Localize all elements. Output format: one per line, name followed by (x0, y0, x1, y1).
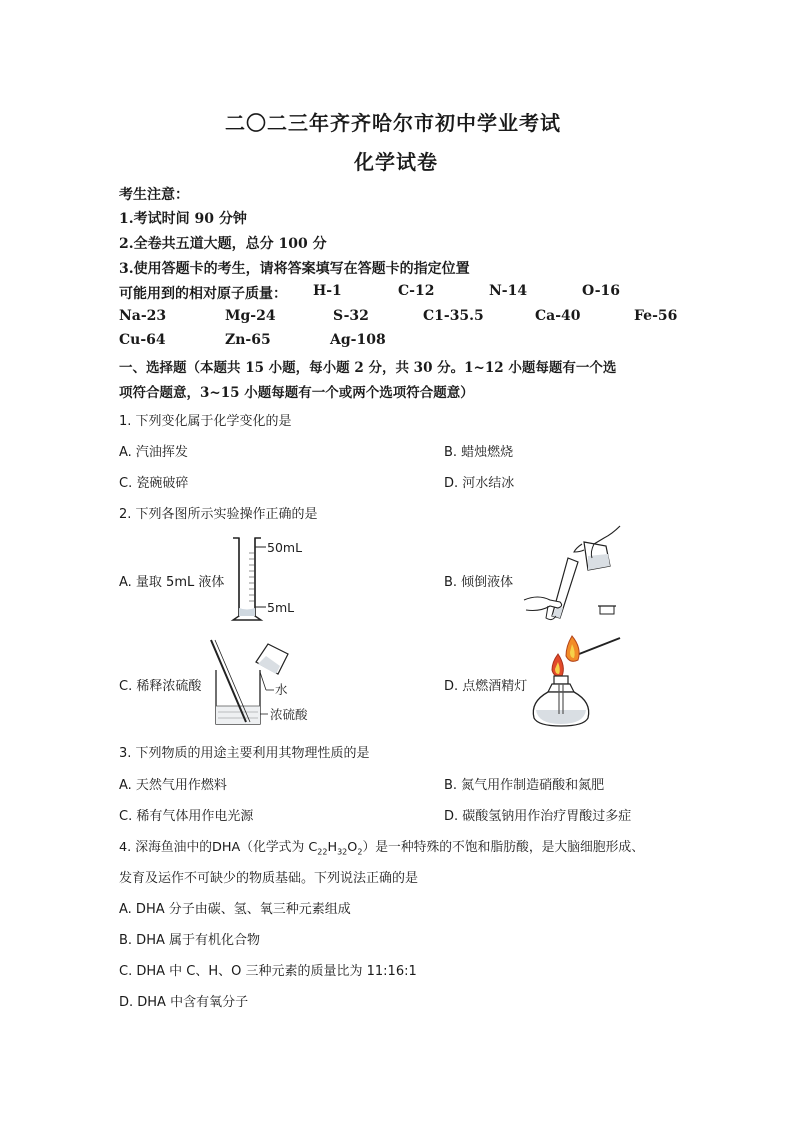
stem-text: ）是一种特殊的不饱和脂肪酸，是大脑细胞形成、 (362, 840, 644, 855)
stem-text: H (327, 840, 338, 855)
atomic-mass-value: Ag-108 (330, 332, 386, 348)
section-heading: 项符合题意，3~15 小题每题有一个或两个选项符合题意） (119, 385, 474, 401)
option-b: B. DHA 属于有机化合物 (119, 933, 260, 948)
alcohol-lamp-figure (528, 632, 640, 730)
page-subtitle: 化学试卷 (354, 150, 438, 174)
option-d: D. 点燃酒精灯 (444, 679, 528, 694)
option-b: B. 蜡烛燃烧 (444, 445, 514, 460)
notice-item: 1.考试时间 90 分钟 (119, 211, 247, 227)
atomic-mass-value: N-14 (489, 283, 528, 299)
atomic-mass-label: 可能用到的相对原子质量： (119, 286, 287, 302)
atomic-mass-value: Zn-65 (225, 332, 271, 348)
atomic-mass-value: Ca-40 (535, 308, 581, 324)
option-c: C. 瓷碗破碎 (119, 476, 189, 491)
option-a: A. 天然气用作燃料 (119, 778, 227, 793)
subscript: 22 (317, 847, 328, 857)
atomic-mass-value: S-32 (333, 308, 369, 324)
option-c: C. 稀释浓硫酸 (119, 679, 202, 694)
water-label: 水 (275, 682, 288, 697)
atomic-mass-value: Fe-56 (634, 308, 678, 324)
acid-label: 浓硫酸 (270, 707, 308, 722)
subscript: 2 (357, 847, 363, 857)
question-stem: 3. 下列物质的用途主要利用其物理性质的是 (119, 746, 370, 761)
option-d: D. 碳酸氢钠用作治疗胃酸过多症 (444, 809, 632, 824)
page-title: 二〇二三年齐齐哈尔市初中学业考试 (225, 111, 561, 135)
atomic-mass-value: Mg-24 (225, 308, 276, 324)
pouring-liquid-figure (520, 522, 630, 630)
question-stem: 1. 下列变化属于化学变化的是 (119, 414, 292, 429)
atomic-mass-value: H-1 (313, 283, 342, 299)
graduated-cylinder-figure (228, 532, 308, 624)
option-c: C. DHA 中 C、H、O 三种元素的质量比为 11:16:1 (119, 964, 417, 979)
atomic-mass-value: Na-23 (119, 308, 167, 324)
option-d: D. DHA 中含有氧分子 (119, 995, 249, 1010)
atomic-mass-value: C1-35.5 (423, 308, 484, 324)
option-a: A. DHA 分子由碳、氢、氧三种元素组成 (119, 902, 351, 917)
atomic-mass-value: Cu-64 (119, 332, 166, 348)
subscript: 32 (337, 847, 348, 857)
diluting-acid-figure (208, 636, 348, 728)
option-d: D. 河水结冰 (444, 476, 515, 491)
option-a: A. 汽油挥发 (119, 445, 188, 460)
atomic-mass-value: C-12 (398, 283, 435, 299)
option-b: B. 氮气用作制造硝酸和氮肥 (444, 778, 605, 793)
option-b: B. 倾倒液体 (444, 575, 514, 590)
stem-text: O (347, 840, 358, 855)
atomic-mass-value: O-16 (582, 283, 621, 299)
notice-item: 3.使用答题卡的考生，请将答案填写在答题卡的指定位置 (119, 261, 470, 277)
section-heading: 一、选择题（本题共 15 小题，每小题 2 分，共 30 分。1~12 小题每题有一个选 (119, 360, 617, 376)
option-c: C. 稀有气体用作电光源 (119, 809, 254, 824)
question-stem (119, 836, 644, 857)
notice-heading: 考生注意： (119, 187, 189, 203)
stem-text: 4. 深海鱼油中的DHA（化学式为 C (119, 840, 318, 855)
cylinder-top-label: 50mL (267, 540, 303, 555)
notice-item: 2.全卷共五道大题，总分 100 分 (119, 236, 327, 252)
question-stem-cont: 发育及运作不可缺少的物质基础。下列说法正确的是 (119, 871, 419, 886)
question-stem: 2. 下列各图所示实验操作正确的是 (119, 507, 318, 522)
cylinder-bottom-label: 5mL (267, 600, 295, 615)
option-a: A. 量取 5mL 液体 (119, 575, 225, 590)
